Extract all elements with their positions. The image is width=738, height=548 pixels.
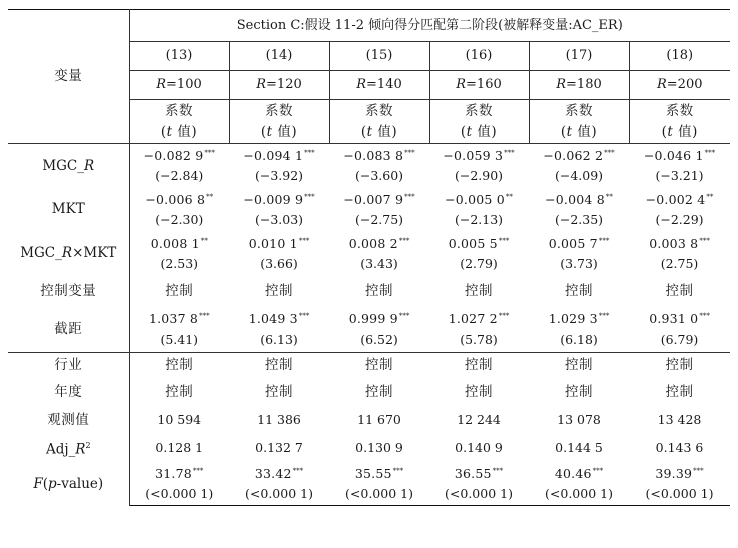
coef-cell (429, 144, 529, 166)
r-value: =100 (166, 77, 202, 92)
t-value: (3.73) (560, 256, 598, 271)
coef-cell (329, 462, 429, 483)
col-t (429, 122, 529, 144)
t-open: ( (160, 124, 167, 141)
title-row (8, 10, 730, 42)
coef-cell (129, 462, 229, 483)
row-label-mgc-r (8, 144, 129, 188)
control-cell: 控制 (165, 384, 194, 400)
r-value: =140 (366, 77, 402, 92)
table-row (8, 378, 730, 406)
coef-value: −0.002 4 (645, 191, 706, 207)
col-r (529, 71, 629, 100)
control-cell: 控制 (365, 282, 393, 299)
col-num: (14) (229, 42, 329, 71)
t-value: (3.66) (260, 256, 298, 271)
r-value: =200 (666, 77, 703, 92)
col-num: (15) (329, 42, 429, 71)
coef-value: −0.007 9 (343, 191, 404, 207)
t-open: ( (661, 124, 668, 141)
row-label-mkt: MKT (8, 187, 129, 231)
coef-value: 0.010 1 (248, 235, 298, 251)
sig-stars: *** (304, 149, 315, 157)
label-part: MGC_ (42, 157, 84, 174)
coef-value: 0.005 7 (548, 235, 598, 251)
p-value: (<0.000 1) (329, 483, 429, 505)
t-value: (3.43) (360, 256, 398, 271)
sig-stars: *** (704, 149, 716, 157)
obs-cell: 12 244 (457, 412, 501, 427)
coef-cell (629, 462, 730, 483)
r-symbol: R (556, 77, 567, 92)
coef-value: 0.008 1 (150, 235, 200, 251)
coef-cell (629, 144, 730, 166)
t-value: (2.75) (660, 256, 699, 271)
t-value: (−2.13) (454, 212, 504, 227)
t-close: 值) (172, 124, 198, 141)
t-value: (2.53) (160, 256, 199, 271)
adj-r2-cell: 0.140 9 (455, 440, 503, 455)
coef-cell (229, 462, 329, 483)
sig-stars: ** (605, 192, 613, 201)
t-value: (−2.84) (155, 168, 204, 183)
obs-cell: 10 594 (157, 412, 202, 427)
t-value: (−2.75) (354, 212, 404, 227)
sig-stars: *** (199, 311, 210, 320)
t-value: (6.79) (660, 331, 699, 347)
label-italic: R (61, 245, 73, 261)
coef-value: −0.009 9 (243, 191, 304, 207)
col-t (129, 122, 229, 144)
adj-r2-cell: 0.143 6 (655, 440, 704, 455)
r-symbol: R (456, 77, 467, 92)
col-r (129, 71, 229, 100)
coef-value: −0.082 9 (143, 148, 204, 163)
control-cell: 控制 (129, 352, 229, 378)
coef-value: 33.42 (254, 466, 292, 481)
adj-r2-cell: 0.128 1 (155, 440, 204, 455)
row-label-industry: 行业 (8, 352, 129, 378)
sig-stars: *** (204, 149, 215, 157)
t-value: (−3.03) (254, 212, 304, 227)
sig-stars: *** (192, 467, 204, 475)
table-row (8, 144, 730, 166)
table-row (8, 406, 730, 434)
t-value: (−3.60) (354, 168, 404, 183)
coef-value: −0.004 8 (545, 191, 605, 207)
sig-stars: *** (398, 236, 410, 245)
table-row (8, 275, 730, 306)
adj-r2-cell: 0.130 9 (355, 440, 403, 455)
t-close: 值) (572, 124, 598, 141)
coef-value: 1.027 2 (448, 310, 498, 326)
coef-cell (629, 306, 730, 328)
control-cell: 控制 (629, 352, 730, 378)
row-label-f (8, 462, 129, 505)
r-symbol: R (156, 77, 167, 92)
control-cell: 控制 (365, 384, 393, 400)
obs-cell: 13 428 (657, 412, 702, 427)
coef-value: 1.049 3 (248, 310, 298, 326)
col-t (629, 122, 730, 144)
label-italic: F (33, 475, 43, 492)
label-part: -value) (56, 475, 104, 492)
var-header-cell (8, 10, 129, 144)
sig-stars: *** (298, 236, 310, 245)
t-close: 值) (272, 124, 298, 141)
coef-value: 0.999 9 (348, 310, 398, 326)
t-symbol: t (667, 124, 674, 141)
label-part: ×MKT (72, 245, 117, 261)
coef-cell (529, 462, 629, 483)
r-value: =180 (566, 77, 602, 92)
col-r (629, 71, 730, 100)
coef-cell (429, 187, 529, 209)
coef-cell (329, 187, 429, 209)
table-title: Section C:假设 11-2 倾向得分匹配第二阶段(被解释变量:AC_ER) (129, 10, 730, 42)
coef-value: 0.008 2 (348, 235, 398, 251)
coef-cell (429, 231, 529, 253)
col-est: 系数 (529, 100, 629, 122)
coef-cell (529, 306, 629, 328)
coef-cell (329, 306, 429, 328)
t-open: ( (460, 124, 467, 141)
control-cell: 控制 (465, 384, 493, 400)
coef-value: 35.55 (354, 466, 392, 481)
coef-cell (129, 231, 229, 253)
coef-value: 39.39 (655, 466, 693, 481)
r-value: =160 (466, 77, 502, 92)
col-est: 系数 (629, 100, 730, 122)
label-italic: R (84, 157, 95, 174)
coef-cell (229, 144, 329, 166)
t-open: ( (560, 124, 567, 141)
sig-stars: ** (200, 236, 208, 245)
col-est: 系数 (429, 100, 529, 122)
col-t (229, 122, 329, 144)
t-value: (−2.35) (554, 212, 604, 227)
col-r (229, 71, 329, 100)
t-value: (6.13) (260, 331, 298, 347)
coef-cell (529, 144, 629, 166)
coef-cell (329, 144, 429, 166)
sig-stars: *** (398, 311, 410, 320)
table-row (8, 352, 730, 378)
regression-table (8, 9, 730, 506)
t-value: (−2.90) (454, 168, 504, 183)
adj-r2-cell: 0.144 5 (555, 440, 603, 455)
t-open: ( (360, 124, 367, 141)
t-symbol: t (266, 124, 273, 141)
sig-stars: *** (504, 149, 515, 157)
coef-cell (629, 187, 730, 209)
t-value: (−3.92) (254, 168, 304, 183)
sig-stars: *** (292, 467, 304, 475)
row-label-obs: 观测值 (8, 406, 129, 434)
coef-value: −0.005 0 (445, 191, 505, 207)
sig-stars: *** (404, 192, 415, 201)
t-symbol: t (366, 124, 373, 141)
col-t (329, 122, 429, 144)
t-symbol: t (166, 124, 173, 141)
obs-cell: 11 670 (357, 412, 401, 427)
col-est: 系数 (329, 100, 429, 122)
col-est: 系数 (229, 100, 329, 122)
control-cell: 控制 (265, 282, 293, 299)
coef-cell (429, 306, 529, 328)
table-row (8, 231, 730, 253)
var-header: 变量 (54, 68, 83, 84)
control-cell: 控制 (665, 384, 694, 400)
coef-cell (529, 231, 629, 253)
p-value: (<0.000 1) (629, 483, 730, 505)
table-row (8, 187, 730, 209)
label-sup: 2 (85, 441, 91, 451)
t-value: (6.52) (360, 331, 398, 347)
coef-value: 0.931 0 (649, 310, 699, 326)
coef-cell (329, 231, 429, 253)
t-symbol: t (466, 124, 473, 141)
sig-stars: *** (498, 311, 510, 320)
r-symbol: R (656, 77, 667, 92)
sig-stars: *** (592, 467, 604, 475)
coef-value: 1.029 3 (548, 310, 598, 326)
t-close: 值) (472, 124, 498, 141)
t-value: (−4.09) (554, 168, 604, 183)
t-value: (5.41) (160, 331, 199, 347)
sig-stars: *** (298, 311, 310, 320)
col-r (329, 71, 429, 100)
control-cell: 控制 (565, 384, 593, 400)
sig-stars: *** (498, 236, 510, 245)
col-num: (17) (529, 42, 629, 71)
t-open: ( (260, 124, 267, 141)
p-value: (<0.000 1) (429, 483, 529, 505)
control-cell: 控制 (265, 384, 293, 400)
label-part: Adj_ (45, 441, 76, 458)
col-num: (18) (629, 42, 730, 71)
coef-cell (129, 306, 229, 328)
coef-cell (129, 187, 229, 209)
t-close: 值) (673, 124, 698, 141)
t-value: (6.18) (560, 331, 598, 347)
coef-value: −0.006 8 (145, 191, 206, 207)
t-value: (5.78) (460, 331, 498, 347)
coef-value: −0.059 3 (443, 148, 504, 163)
sig-stars: *** (304, 192, 315, 201)
sig-stars: *** (598, 236, 610, 245)
r-symbol: R (356, 77, 367, 92)
sig-stars: ** (505, 192, 513, 201)
col-r (429, 71, 529, 100)
table-row (8, 434, 730, 462)
control-cell: 控制 (465, 282, 493, 299)
label-italic: p (47, 475, 57, 492)
coef-value: −0.046 1 (643, 148, 704, 163)
table-row (8, 462, 730, 483)
coef-value: −0.094 1 (243, 148, 304, 163)
t-value: (−2.30) (155, 212, 204, 227)
coef-cell (129, 144, 229, 166)
coef-value: 40.46 (554, 466, 592, 481)
sig-stars: *** (699, 311, 710, 320)
row-label-controls: 控制变量 (8, 275, 129, 306)
coef-value: 1.037 8 (148, 310, 199, 326)
obs-cell: 11 386 (257, 412, 301, 427)
sig-stars: ** (206, 192, 214, 201)
row-label-year: 年度 (8, 378, 129, 406)
row-label-interaction (8, 231, 129, 275)
coef-value: −0.083 8 (343, 148, 404, 163)
adj-r2-cell: 0.132 7 (255, 440, 303, 455)
sig-stars: *** (604, 149, 615, 157)
p-value: (<0.000 1) (529, 483, 629, 505)
coef-cell (229, 187, 329, 209)
sig-stars: *** (404, 149, 415, 157)
label-part: ( (42, 475, 48, 492)
control-cell: 控制 (229, 352, 329, 378)
coef-value: 0.005 5 (448, 235, 498, 251)
coef-value: −0.062 2 (543, 148, 604, 163)
label-part: MGC_ (20, 245, 62, 261)
col-t (529, 122, 629, 144)
coef-value: 36.55 (454, 466, 492, 481)
coef-cell (229, 306, 329, 328)
p-value: (<0.000 1) (229, 483, 329, 505)
coef-cell (629, 231, 730, 253)
sig-stars: *** (392, 467, 404, 475)
col-num: (16) (429, 42, 529, 71)
t-value: (−2.29) (655, 212, 704, 227)
sig-stars: *** (492, 467, 504, 475)
r-symbol: R (256, 77, 267, 92)
coef-value: 31.78 (155, 466, 192, 481)
sig-stars: ** (706, 192, 714, 201)
t-close: 值) (372, 124, 398, 141)
r-value: =120 (266, 77, 302, 92)
control-cell: 控制 (565, 282, 593, 299)
obs-cell: 13 078 (557, 412, 601, 427)
control-cell: 控制 (529, 352, 629, 378)
t-value: (2.79) (460, 256, 498, 271)
label-italic: R (75, 441, 86, 458)
coef-cell (429, 462, 529, 483)
t-value: (−3.21) (655, 168, 704, 183)
control-cell: 控制 (329, 352, 429, 378)
row-label-adj-r2 (8, 434, 129, 462)
sig-stars: *** (598, 311, 610, 320)
p-value: (<0.000 1) (129, 483, 229, 505)
t-symbol: t (566, 124, 573, 141)
sig-stars: *** (693, 467, 704, 475)
table-row (8, 306, 730, 328)
control-cell: 控制 (165, 282, 194, 299)
control-cell: 控制 (665, 282, 694, 299)
coef-cell (229, 231, 329, 253)
col-est: 系数 (165, 102, 193, 119)
row-label-intercept: 截距 (8, 306, 129, 352)
coef-value: 0.003 8 (649, 235, 699, 251)
control-cell: 控制 (429, 352, 529, 378)
coef-cell (529, 187, 629, 209)
col-num: (13) (129, 42, 229, 71)
sig-stars: *** (699, 236, 710, 245)
